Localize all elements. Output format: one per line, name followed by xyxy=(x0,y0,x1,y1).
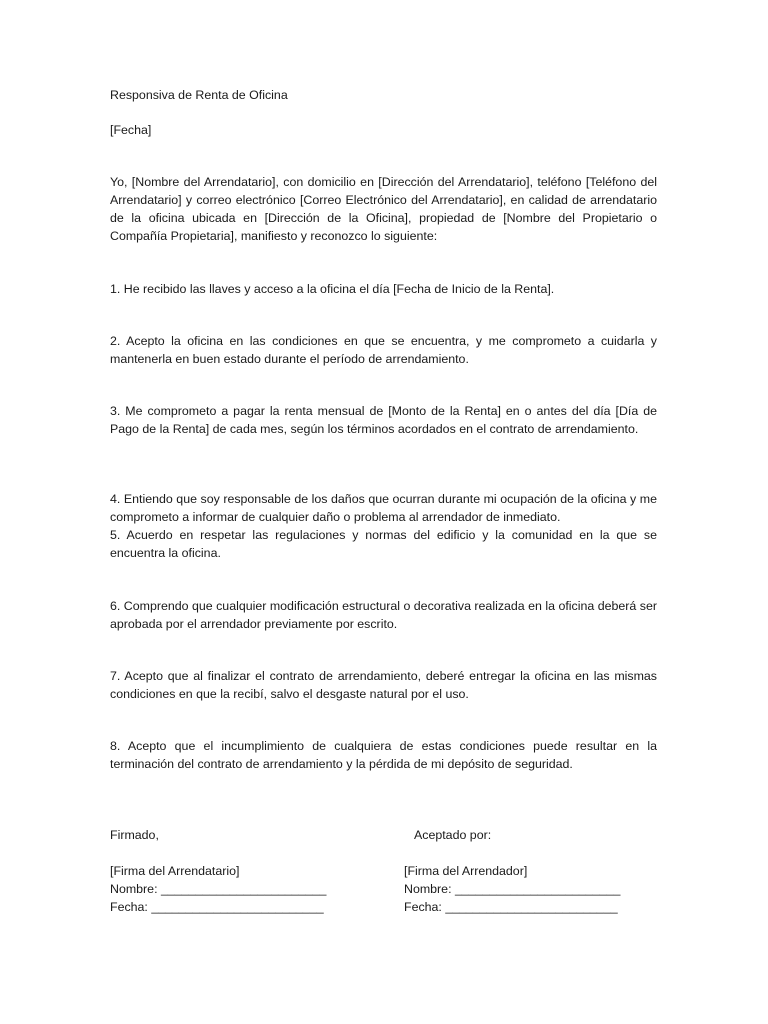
clause-6: 6. Comprendo que cualquier modificación estructural o decorativa realizada en la oficina deberá ser aprobada por el arrendador previamente por escrito. xyxy=(110,599,657,631)
signature-spacer xyxy=(110,844,326,862)
tenant-date-field: Fecha: _________________________ xyxy=(110,900,324,914)
landlord-signature-heading: Aceptado por: xyxy=(414,828,492,842)
landlord-signature-line: [Firma del Arrendador] xyxy=(404,864,528,878)
landlord-name-field: Nombre: ________________________ xyxy=(404,882,621,896)
landlord-signature-block xyxy=(404,826,620,916)
landlord-date-field: Fecha: _________________________ xyxy=(404,900,618,914)
clause-4: 4. Entiendo que soy responsable de los daños que ocurran durante mi ocupación de la oficina y me comprometo a informar de cualquier daño o problema al arrendador de inmediato. xyxy=(110,492,657,524)
intro-paragraph: Yo, [Nombre del Arrendatario], con domicilio en [Dirección del Arrendatario], teléfono [Teléfono del Arrendatario] y correo electrónico [Correo Electrónico del Arrendatario], en calidad de arrendatario de la oficina ubicada en [Dirección de la Oficina], propiedad de [Nombre del Propietario o Compañía Propietaria], manifiesto y reconozco lo siguiente: xyxy=(110,175,657,243)
clause-8: 8. Acepto que el incumplimiento de cualquiera de estas condiciones puede resultar en la terminación del contrato de arrendamiento y la pérdida de mi depósito de seguridad. xyxy=(110,739,657,771)
tenant-signature-line: [Firma del Arrendatario] xyxy=(110,864,240,878)
tenant-signature-block xyxy=(110,826,326,916)
clause-1: 1. He recibido las llaves y acceso a la oficina el día [Fecha de Inicio de la Renta]. xyxy=(110,282,555,296)
tenant-signature-heading: Firmado, xyxy=(110,828,159,842)
document-title: Responsiva de Renta de Oficina xyxy=(110,88,288,102)
clause-5: 5. Acuerdo en respetar las regulaciones y normas del edificio y la comunidad en la que se encuentra la oficina. xyxy=(110,528,657,560)
document-date: [Fecha] xyxy=(110,123,152,137)
tenant-name-field: Nombre: ________________________ xyxy=(110,882,327,896)
clause-7: 7. Acepto que al finalizar el contrato de arrendamiento, deberé entregar la oficina en las mismas condiciones en que la recibí, salvo el desgaste natural por el uso. xyxy=(110,669,657,701)
clause-3: 3. Me comprometo a pagar la renta mensual de [Monto de la Renta] en o antes del día [Día de Pago de la Renta] de cada mes, según los términos acordados en el contrato de arrendamiento. xyxy=(110,404,657,436)
signature-spacer xyxy=(404,844,620,862)
clause-2: 2. Acepto la oficina en las condiciones en que se encuentra, y me comprometo a cuidarla y mantenerla en buen estado durante el período de arrendamiento. xyxy=(110,334,657,366)
